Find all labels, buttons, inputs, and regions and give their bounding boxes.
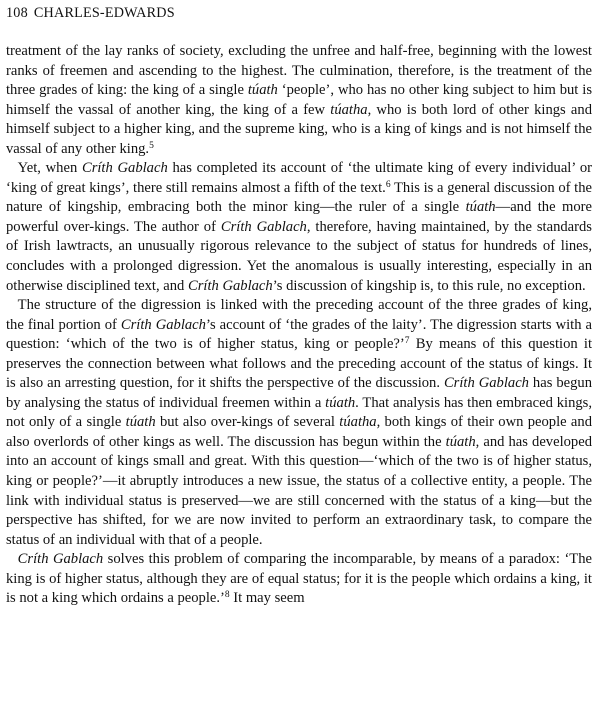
text-run: , therefore, having maintained, by the standards of Irish lawtracts, an unusually rigorous relevance to the subject of status for hundreds of lines, concludes with a prolonged digression. Yet the anomalous is usually interesting, especially in an otherwise disciplined text, and bbox=[6, 218, 592, 294]
text-run: Yet, when bbox=[17, 160, 82, 177]
text-run: It may seem bbox=[229, 590, 305, 607]
body-text bbox=[6, 42, 592, 609]
author-name: CHARLES-EDWARDS bbox=[33, 5, 175, 21]
text-run: ’s discussion of kingship is, to this rule, no exception. bbox=[272, 277, 586, 294]
italic-term: Críth Gablach bbox=[443, 375, 529, 392]
text-run: treatment of the lay ranks of society, excluding the unfree and half-free, beginning with the lowest ranks of freemen and ascending to the highest. The culmination, therefore, is the treatment of the three grades of king: the king of a single bbox=[6, 43, 592, 99]
italic-term: Críth Gablach bbox=[17, 551, 104, 568]
italic-term: túatha bbox=[330, 101, 368, 118]
text-run: has begun by analysing the status of individual freemen within a bbox=[6, 375, 592, 411]
text-run: The structure of the digression is linked with the preceding account of the three grades of king, the final portion of bbox=[6, 297, 592, 333]
italic-term: Críth Gablach bbox=[187, 277, 273, 294]
italic-term: túath bbox=[247, 82, 278, 99]
text-run: has completed its account of ‘the ultimate king of every individual’ or ‘king of great kings’, there still remains almost a fifth of the text. bbox=[6, 160, 592, 196]
italic-term: túatha bbox=[339, 414, 377, 431]
footnote-ref: 8 bbox=[224, 590, 230, 601]
text-run: , both kings of their own people and also overlords of other kings as well. The discussion has begun within the bbox=[6, 414, 592, 450]
italic-term: túath bbox=[325, 394, 356, 411]
text-run: , and has developed into an account of kings small and great. With this question—‘which of the two is of higher status, king or people?’—it abruptly introduces a new issue, the status of a collective entity, a people. The link with individual status is preserved—we are still concerned with the status of a king—but the perspective has shifted, for we are now invited to perform an extraordinary task, to compare the status of an individual with that of a people. bbox=[6, 433, 592, 548]
text-run: By means of this question it preserves the connection between what follows and the preceding account of the status of kings. It is also an arresting question, for it shifts the perspective of the discussion. bbox=[6, 336, 592, 392]
italic-term: Críth Gablach bbox=[120, 316, 206, 333]
text-run: ‘people’, who has no other king subject to him but is himself the vassal of another king, the king of a few bbox=[6, 82, 592, 118]
text-run: This is a general discussion of the nature of kingship, embracing both the minor king—the ruler of a single bbox=[6, 179, 593, 216]
paragraph-2 bbox=[6, 159, 592, 296]
italic-term: túath bbox=[445, 433, 476, 450]
footnote-ref: 6 bbox=[385, 179, 391, 190]
text-run: but also over-kings of several bbox=[155, 414, 340, 431]
paragraph-3 bbox=[6, 296, 592, 550]
footnote-ref: 7 bbox=[404, 336, 410, 347]
paragraph-1 bbox=[6, 42, 592, 159]
italic-term: Críth Gablach bbox=[220, 218, 307, 235]
text-run: , who is both lord of other kings and himself subject to a higher king, and the supreme king, who is a king of kings and is not himself the vassal of any other king. bbox=[6, 101, 592, 157]
footnote-ref: 5 bbox=[149, 140, 154, 151]
italic-term: túath bbox=[125, 414, 156, 431]
text-run: —and the more powerful over-kings. The author of bbox=[6, 199, 592, 235]
text-run: . That analysis has then embraced kings, not only of a single bbox=[6, 394, 592, 431]
page-number: 108 bbox=[6, 5, 28, 21]
italic-term: túath bbox=[465, 199, 496, 216]
italic-term: Críth Gablach bbox=[81, 160, 168, 177]
text-run: ’s account of ‘the grades of the laity’. The digression starts with a question: ‘which of the two is of higher status, king or people?’ bbox=[6, 316, 593, 353]
text-run: solves this problem of comparing the incomparable, by means of a paradox: ‘The king is of higher status, although they are of equal status; for it is the people which ordains a king, it is not a king which ordains a people.’ bbox=[6, 551, 592, 607]
paragraph-4 bbox=[6, 550, 592, 609]
running-head bbox=[6, 4, 592, 22]
